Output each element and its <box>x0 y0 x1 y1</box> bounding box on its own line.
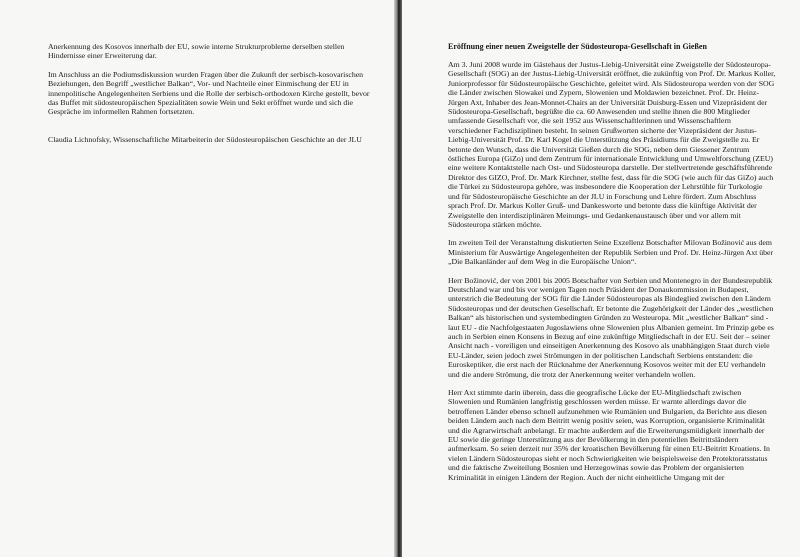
article-title: Eröffnung einer neuen Zweigstelle der Südosteuropa-Gesellschaft in Gießen <box>448 42 707 51</box>
right-paragraph-1: Am 3. Juni 2008 wurde im Gästehaus der Justus-Liebig-Universität eine Zweigstelle der Südosteuropa-Gesellschaft (SOG) an der Justus-Liebig-Universität eröffnet, die zukünftig von Prof. Dr. Markus Koller, Juniorprofessor für Südosteuropäische Geschichte, geleitet wird. Als Südosteuropa werden von der SOG die Länder zwischen Slowakei und Zypern, Slowenien und Moldawien bezeichnet. Prof. Dr. Heinz-Jürgen Axt, Inhaber des Jean-Monnet-Chairs an der Universität Duisburg-Essen und Vizepräsident der Südosteuropa-Gesellschaft, begrüßte die ca. 60 Anwesenden und stellte ihnen die 800 Mitglieder umfassende Gesellschaft vor, die seit 1952 aus Wissenschaftlerinnen und Wissenschaftlern verschiedener Fachdisziplinen besteht. In seinen Grußworten sicherte der Vizepräsident der Justus-Liebig-Universität Prof. Dr. Karl Kogel die Unterstützung des Präsidiums für die Zweigstelle zu. Er betonte den Wunsch, dass die Universität Gießen durch die SOG, neben dem Giessener Zentrum östliches Europa (GiZo) und dem Zentrum für internationale Entwicklung und Umweltforschung (ZEU) eine weitere Kontaktstelle nach Ost- und Südosteuropa darstelle. Der stellvertretende geschäftsführende Direktor des GIZO, Prof. Dr. Mark Kirchner, stellte fest, dass für die SOG (wie auch für das GiZo) auch die Türkei zu Südosteuropa gehöre, was insbesondere die Kooperation der Lehrstühle für Turkologie und für Südosteuropäische Geschichte an der JLU in Forschung und Lehre fördert. Zum Abschluss sprach Prof. Dr. Markus Koller Gruß- und Dankesworte und betonte dass die künftige Aktivität der Zweigstelle den interdisziplinären Meinungs- und Gedankenaustausch über und vor allem mit Südosteuropa stärken möchte. <box>448 60 776 229</box>
left-page <box>0 0 394 557</box>
right-paragraph-3: Herr Božinović, der von 2001 bis 2005 Botschafter von Serbien und Montenegro in der Bundesrepublik Deutschland war und bis vor wenigen Tagen noch Präsident der Donaukommission in Budapest, unterstrich die Bedeutung der SOG für die Länder Südosteuropas als Bindeglied zwischen den Ländern Südosteuropas und der deutschen Gesellschaft. Er betonte die Zugehörigkeit der Länder des „westlichen Balkan“ als historischen und systembedingten Gründen zu Westeuropa. Mit „westlicher Balkan“ sind - laut EU - die Nachfolgestaaten Jugoslawiens ohne Slowenien plus Albanien gemeint. Im Prinzip gebe es auch in Serbien einen Konsens in Bezug auf eine zukünftige Mitgliedschaft in der EU. Seit der – seiner Ansicht nach - voreiligen und einseitigen Anerkennung des Kosovo als unabhängigen Staat durch viele EU-Länder, seien jedoch zwei Strömungen in der politischen Landschaft Serbiens entstanden: die Euroskeptiker, die erst nach der Rücknahme der Anerkennung Kosovos weiter mit der EU verhandeln und die andere Strömung, die trotz der Anerkennung weiter verhandeln wollen. <box>448 275 774 379</box>
book-spine <box>394 0 402 557</box>
left-paragraph-1: Anerkennung des Kosovos innerhalb der EU, sowie interne Strukturprobleme derselben stellen Hindernisse einer Erweiterung dar. <box>48 42 345 61</box>
author-line: Claudia Lichnofsky, Wissenschaftliche Mitarbeiterin der Südosteuropäischen Geschichte an der JLU <box>48 134 362 144</box>
right-page <box>402 0 800 557</box>
left-paragraph-2: Im Anschluss an die Podiumsdiskussion wurden Fragen über die Zukunft der serbisch-kosovarischen Beziehungen, den Begriff „westlicher Balkan“, Vor- und Nachteile einer Einmischung der EU in innenpolitische Angelegenheiten Serbiens und die Rolle der serbisch-orthodoxen Kirche gestellt, bevor das Buffet mit südosteuropäischen Spezialitäten sowie Wein und Sekt eröffnet wurde und sich die Gespräche im informellen Rahmen fortsetzten. <box>48 69 370 117</box>
right-paragraph-4: Herr Axt stimmte darin überein, dass die geografische Lücke der EU-Mitgliedschaft zwischen Slowenien und Rumänien langfristig geschlossen werden müsse. Er warnte allerdings davor die betroffenen Länder ebenso schnell aufzunehmen wie Rumänien und Bulgarien, da Berichte aus diesen beiden Ländern auch nach dem Beitritt wenig positiv seien, was Korruption, organisierte Kriminalität und die Agrarwirtschaft anbelangt. Er machte außerdem auf die Erweiterungsmüdigkeit innerhalb der EU sowie die geringe Unterstützung aus der Bevölkerung in den potentiellen Beitrittsländern aufmerksam. So seien derzeit nur 35% der kroatischen Bevölkerung für einen EU-Beitritt Kroatiens. In vielen Ländern Südosteuropas sieht er noch Schwierigkeiten wie beispielsweise den Protektoratsstatus und die faktische Zweiteilung Bosnien und Herzegowinas sowie das Problem der organisierten Kriminalität in einigen Ländern der Region. Auch der nicht einheitliche Umgang mit der <box>448 388 770 482</box>
right-paragraph-2: Im zweiten Teil der Veranstaltung diskutierten Seine Exzellenz Botschafter Milovan Božinović aus dem Ministerium für Auswärtige Angelegenheiten der Republik Serbien und Prof. Dr. Heinz-Jürgen Axt über „Die Balkanländer auf dem Weg in die Europäische Union“. <box>448 238 774 267</box>
